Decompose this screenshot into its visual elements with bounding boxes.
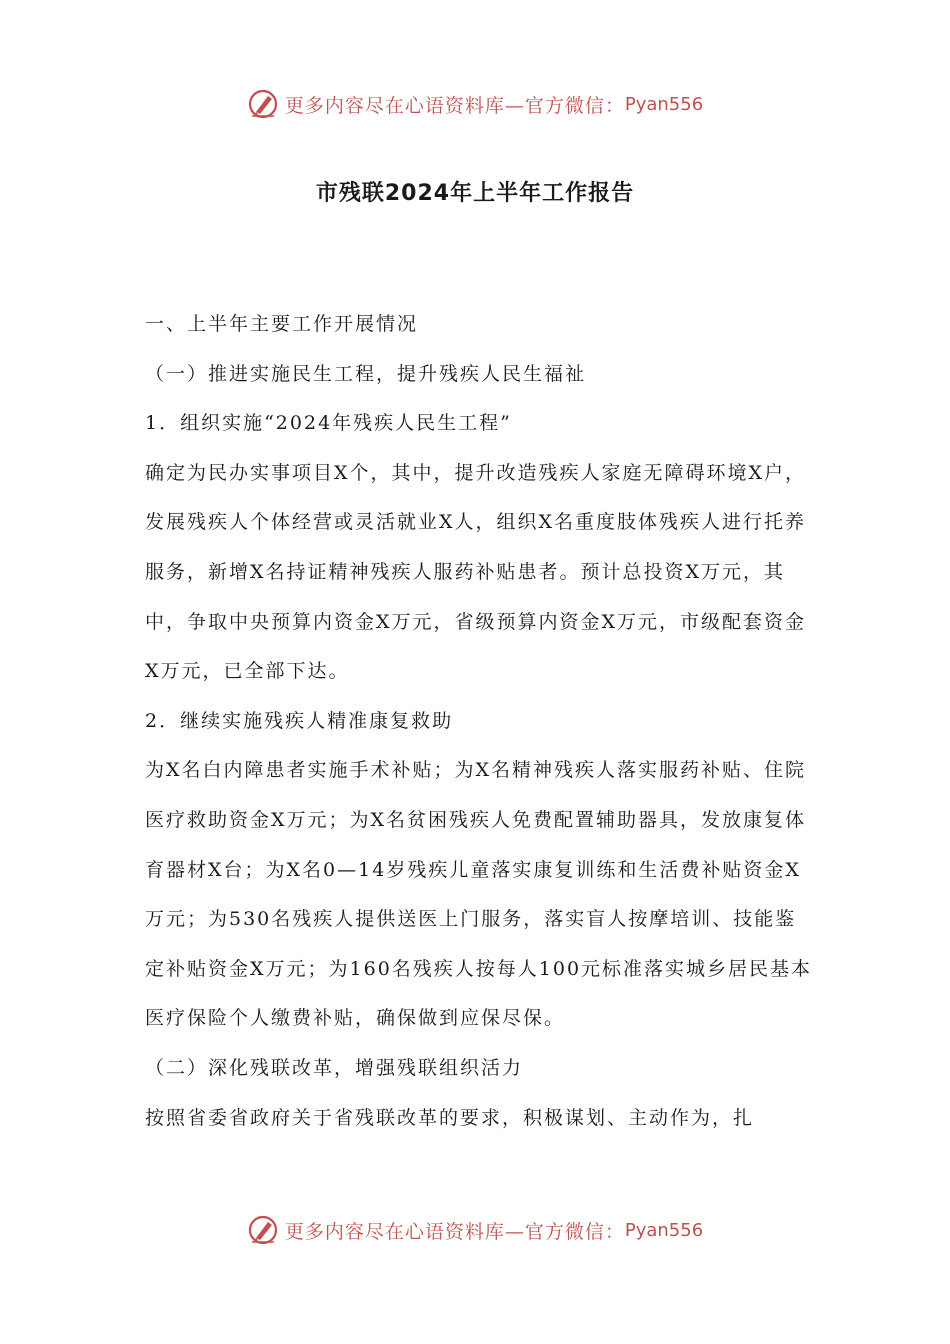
section-heading-1: 一、上半年主要工作开展情况 bbox=[145, 313, 419, 335]
paragraph-3: 按照省委省政府关于省残联改革的要求，积极谋划、主动作为，扎 bbox=[145, 1106, 755, 1129]
document-title: 市残联2024年上半年工作报告 bbox=[315, 181, 635, 206]
pen-logo-icon bbox=[247, 88, 279, 120]
watermark-wechat-id: Pyan556 bbox=[624, 93, 704, 115]
watermark-text: 更多内容尽在心语资料库—官方微信： bbox=[284, 1220, 625, 1243]
pen-logo-icon bbox=[247, 1214, 279, 1246]
item-heading-2: 2．继续实施残疾人精准康复救助 bbox=[145, 709, 454, 732]
paragraph-2: 为X名白内障患者实施手术补贴；为X名精神残疾人落实服药补贴、住院医疗救助资金X万元；为X名贫困残疾人免费配置辅助器具，发放康复体育器材X台；为X名0—14岁残疾儿童落实康复训练和生活费补贴资金X万元；为530名残疾人提供送医上门服务，落实盲人按摩培训、技能鉴定补贴资金X万元；为160名残疾人按每人100元标准落实城乡居民基本医疗保险个人缴费补贴，确保做到应保尽保。 bbox=[145, 759, 813, 1030]
footer-watermark bbox=[0, 1210, 950, 1250]
subsection-heading-2: （二）深化残联改革，增强残联组织活力 bbox=[145, 1056, 524, 1079]
header-watermark bbox=[0, 84, 950, 124]
document-body bbox=[145, 300, 815, 1143]
subsection-heading-1: （一）推进实施民生工程，提升残疾人民生福祉 bbox=[145, 362, 587, 385]
watermark-text: 更多内容尽在心语资料库—官方微信： bbox=[284, 94, 625, 117]
paragraph-1: 确定为民办实事项目X个，其中，提升改造残疾人家庭无障碍环境X户，发展残疾人个体经营或灵活就业X人，组织X名重度肢体残疾人进行托养服务，新增X名持证精神残疾人服药补贴患者。预计总投资X万元，其中，争取中央预算内资金X万元，省级预算内资金X万元，市级配套资金X万元，已全部下达。 bbox=[145, 461, 807, 683]
watermark-wechat-id: Pyan556 bbox=[624, 1219, 704, 1241]
item-heading-1: 1．组织实施“2024年残疾人民生工程” bbox=[145, 412, 512, 435]
